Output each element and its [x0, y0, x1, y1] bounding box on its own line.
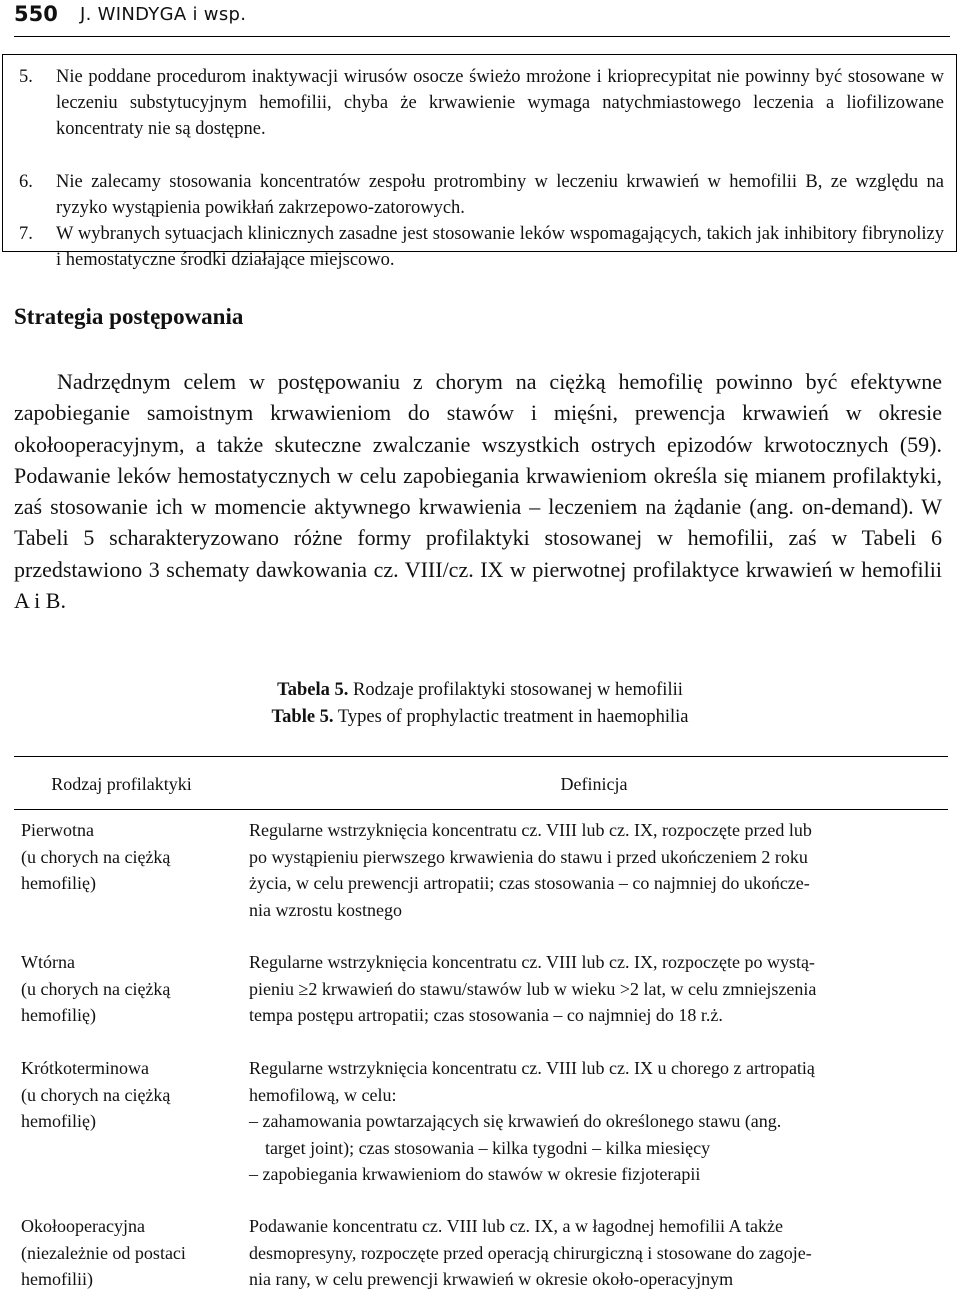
type-line: hemofilii) — [21, 1269, 93, 1289]
table-caption-pl — [0, 680, 960, 701]
item-number: 5. — [19, 67, 33, 87]
page-number: 550 — [14, 2, 58, 26]
running-head-authors: J. WINDYGA i wsp. — [80, 4, 247, 25]
def-line: nia wzrostu kostnego — [249, 899, 402, 920]
type-line: Okołooperacyjna — [21, 1216, 145, 1236]
def-line: pieniu ≥2 krwawień do stawu/stawów lub w wieku >2 lat, w celu zmniejszenia — [249, 978, 817, 999]
table-row-type — [21, 1055, 236, 1135]
type-line: hemofilię) — [21, 873, 96, 893]
def-line: tempa postępu artropatii; czas stosowania – co najmniej do 18 r.ż. — [249, 1005, 723, 1025]
type-line: hemofilię) — [21, 1111, 96, 1131]
def-line: Regularne wstrzyknięcia koncentratu cz. VIII lub cz. IX, rozpoczęte przed lub — [249, 820, 812, 840]
section-heading: Strategia postępowania — [14, 304, 244, 329]
type-line: Wtórna — [21, 952, 75, 972]
item-text: Nie poddane procedurom inaktywacji wirusów osocze świeżo mrożone i krioprecypitat nie powinny być stosowane w leczeniu substytucyjnym hemofilii, chyba że krwawienie wymaga natychmiastowego leczenia a liofilizowane koncentraty nie są dostępne. — [56, 67, 944, 139]
recommendation-item — [19, 64, 944, 142]
table-row-definition — [249, 1055, 930, 1188]
def-line: – zapobiegania krwawieniom do stawów w okresie fizjoterapii — [249, 1164, 701, 1184]
type-line: (u chorych na ciężką — [21, 846, 171, 867]
def-line: hemofilową, w celu: — [249, 1084, 397, 1105]
def-line: po wystąpieniu pierwszego krwawienia do stawu i przed ukończeniem 2 roku — [249, 846, 808, 867]
table-row-definition — [249, 949, 930, 1029]
caption-label: Table 5. — [271, 707, 334, 727]
item-text: Nie zalecamy stosowania koncentratów zespołu protrombiny w leczeniu krwawień w hemofilii B, ze względu na ryzyko wystąpienia powikłań zakrzepowo-zatorowych. — [56, 172, 944, 218]
def-line: Podawanie koncentratu cz. VIII lub cz. IX, a w łagodnej hemofilii A także — [249, 1216, 783, 1236]
type-line: Pierwotna — [21, 820, 94, 840]
recommendation-item — [19, 221, 944, 273]
type-line: Krótkoterminowa — [21, 1058, 149, 1078]
recommendations-box — [2, 54, 957, 270]
def-line: Regularne wstrzyknięcia koncentratu cz. VIII lub cz. IX, rozpoczęte po wystą- — [249, 952, 815, 972]
item-number: 7. — [19, 224, 33, 244]
table-caption-en — [0, 707, 960, 728]
def-line: nia rany, w celu prewencji krwawień w okresie około-operacyjnym — [249, 1269, 734, 1289]
table-row-definition — [249, 1213, 930, 1293]
caption-label: Tabela 5. — [277, 680, 349, 700]
def-line: – zahamowania powtarzających się krwawień do określonego stawu (ang. — [249, 1111, 782, 1131]
def-line: Regularne wstrzyknięcia koncentratu cz. VIII lub cz. IX u chorego z artropatią — [249, 1058, 815, 1078]
table-row-definition — [249, 817, 930, 923]
caption-text: Rodzaje profilaktyki stosowanej w hemofilii — [353, 680, 683, 700]
table-header-rule — [14, 809, 948, 810]
recommendation-item — [19, 169, 944, 221]
def-line: target joint); czas stosowania – kilka tygodni – kilka miesięcy — [265, 1137, 711, 1158]
section-paragraph: Nadrzędnym celem w postępowaniu z chorym na ciężką hemofilię powinno być efektywne zapobieganie samoistnym krwawieniom do stawów i mięśni, prewencja krwawień w okresie okołooperacyjnym, a także skuteczne zwalczanie wszystkich ostrych epizodów krwotocznych (59). Podawanie leków hemostatycznych w celu zapobiegania krwawieniom określa się mianem profilaktyki, zaś stosowanie ich w momencie aktywnego krwawienia – leczeniem na żądanie (ang. on-demand). W Tabeli 5 scharakteryzowano różne formy profilaktyki stosowanej w hemofilii, zaś w Tabeli 6 przedstawiono 3 schematy dawkowania cz. VIII/cz. IX w pierwotnej profilaktyce krwawień w hemofilii A i B. — [14, 369, 942, 614]
type-line: (niezależnie od postaci — [21, 1242, 186, 1263]
type-line: (u chorych na ciężką — [21, 978, 171, 999]
table-top-rule — [14, 756, 948, 757]
item-number: 6. — [19, 172, 33, 192]
column-header-definition: Definicja — [560, 774, 628, 794]
caption-text: Types of prophylactic treatment in haemophilia — [337, 707, 689, 727]
table-row-type — [21, 949, 236, 1029]
type-line: (u chorych na ciężką — [21, 1084, 171, 1105]
table-row-type — [21, 1213, 236, 1293]
item-text: W wybranych sytuacjach klinicznych zasadne jest stosowanie leków wspomagających, takich jak inhibitory fibrynolizy i hemostatyczne środki działające miejscowo. — [56, 224, 944, 270]
table-row-type — [21, 817, 236, 897]
def-line: desmopresyny, rozpoczęte przed operacją chirurgiczną i stosowane do zagoje- — [249, 1242, 812, 1263]
type-line: hemofilię) — [21, 1005, 96, 1025]
page-header — [14, 2, 950, 37]
def-line: życia, w celu prewencji artropatii; czas stosowania – co najmniej do ukończe- — [249, 873, 810, 893]
column-header-type: Rodzaj profilaktyki — [51, 774, 192, 794]
